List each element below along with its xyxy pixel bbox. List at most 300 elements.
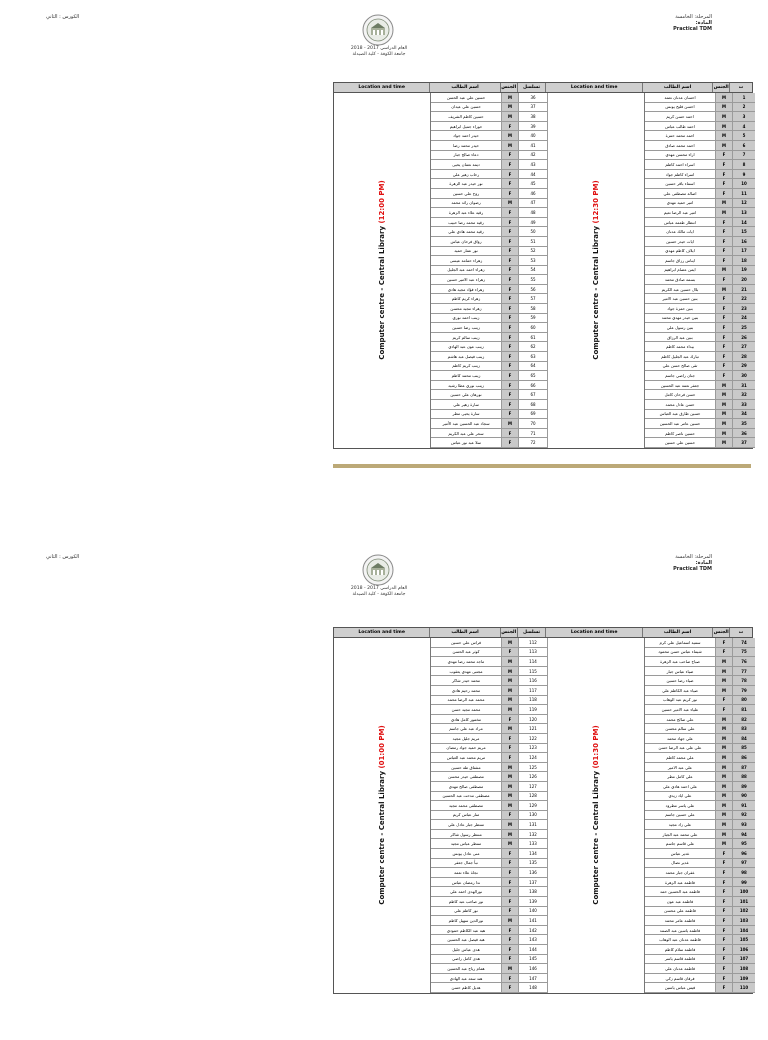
student-name: رحاب زهير علي [431,170,502,179]
student-name: غدير عباس [645,849,716,858]
student-name: حسن فرحان كامل [645,390,716,399]
gender-cell: F [716,907,733,916]
table-row [431,763,548,773]
table-row [645,112,755,122]
sequence-cell: 136 [519,868,548,877]
table-row [431,266,548,276]
number-cell: 31 [733,381,755,390]
table-row [431,830,548,840]
table-row [431,429,548,439]
number-cell: 26 [733,333,755,342]
gender-cell: F [716,314,733,323]
number-cell: 11 [733,189,755,198]
gender-cell: F [502,256,519,265]
number-cell: 87 [733,763,755,772]
student-name: مصطفى حيدر محسن [431,772,502,781]
gender-cell: M [716,429,733,438]
table-row [431,811,548,821]
gender-cell: M [502,839,519,848]
gender-cell: F [716,256,733,265]
sequence-cell: 131 [519,820,548,829]
number-cell: 93 [733,820,755,829]
gender-cell: F [502,811,519,820]
student-name: زينب سالم كريم [431,333,502,342]
table-row [645,830,755,840]
table-row [431,381,548,391]
sequence-cell: 142 [519,926,548,935]
gender-cell: F [502,868,519,877]
sequence-cell: 134 [519,849,548,858]
gender-cell: M [716,141,733,150]
gender-cell: F [502,266,519,275]
gender-cell: M [716,93,733,102]
student-name: هدى عباس جليل [431,945,502,954]
table-row [645,820,755,830]
table-row [431,772,548,782]
student-name: مصطفى مدحت عبد الحسين [431,792,502,801]
student-name: حسين طارق عبد العباس [645,410,716,419]
gender-cell: F [716,247,733,256]
sequence-cell: 68 [519,400,548,409]
number-cell: 20 [733,275,755,284]
student-name: فاطمة عدنان عبد الوهاب [645,935,716,944]
student-name: زينب رضا حسين [431,323,502,332]
student-name: منى عادل يونس [431,849,502,858]
student-name: همام رياح عبد الحسين [431,964,502,973]
gender-cell: M [716,285,733,294]
number-cell: 75 [733,648,755,657]
student-name: ضياء عباس جبار [645,667,716,676]
table-row [645,93,755,103]
student-name: نورالهدى احمد علي [431,887,502,896]
table-row [431,112,548,122]
number-cell: 86 [733,753,755,762]
student-name: ايات مالك عدنان [645,227,716,236]
student-name: مشتاق طه حسين [431,763,502,772]
gender-cell: F [502,151,519,160]
table-row [645,715,755,725]
gender-cell: F [502,333,519,342]
gender-cell: F [502,753,519,762]
student-name: ايمن عصام ابراهيم [645,266,716,275]
sequence-cell: 121 [519,724,548,733]
number-cell: 35 [733,419,755,428]
student-name: محمد حيدر شاكر [431,676,502,685]
gender-cell: M [502,638,519,647]
gender-cell: F [502,648,519,657]
sequence-cell: 126 [519,772,548,781]
gender-cell: F [716,983,733,992]
student-name: احمد حسن كريم [645,112,716,121]
sequence-cell: 123 [519,744,548,753]
table-row [645,122,755,132]
table-row [645,964,755,974]
number-cell: 12 [733,199,755,208]
student-name: هدى كامل راضي [431,955,502,964]
table-row [431,342,548,352]
student-name: رقية محمد رضا حبيب [431,218,502,227]
subject-text: المادة: Practical TDM [673,20,712,32]
time-text: (01:30 PM) [592,725,600,770]
student-name: حيدر محمد رضا [431,141,502,150]
student-name: نجاة علاء نعمة [431,868,502,877]
gender-cell: F [716,974,733,983]
sequence-cell: 139 [519,897,548,906]
table-row [431,438,548,448]
gender-cell: F [716,333,733,342]
gender-cell: F [502,410,519,419]
sequence-cell: 72 [519,438,548,447]
number-cell: 28 [733,352,755,361]
student-name: مجتبى مهدي يعقوب [431,667,502,676]
table-row [645,897,755,907]
table-row [645,342,755,352]
sequence-cell: 65 [519,371,548,380]
sequence-cell: 125 [519,763,548,772]
table-row [431,390,548,400]
col-location: Location and time [546,628,642,637]
student-name: زينب احمد نوري [431,314,502,323]
table-row [645,811,755,821]
table-row [645,218,755,228]
student-name: علياء عبد الامير حسين [645,705,716,714]
number-cell: 27 [733,342,755,351]
gender-cell: M [502,112,519,121]
gender-cell: F [716,227,733,236]
gender-cell: F [716,849,733,858]
student-name: هبة فيصل عبد الحسين [431,935,502,944]
student-name: احسان عدنان نعمة [645,93,716,102]
gender-cell: M [502,801,519,810]
gender-cell: F [502,438,519,447]
gender-cell: M [716,400,733,409]
gender-cell: M [716,839,733,848]
table-row [645,935,755,945]
table-row [645,189,755,199]
course-label: الكورس : الثاني [46,14,80,20]
sequence-cell: 115 [519,667,548,676]
gender-cell: M [716,208,733,217]
table-row [431,983,548,993]
table-row [645,916,755,926]
table-row [431,715,548,725]
student-name: مصطفى صالح مهدي [431,782,502,791]
gender-cell: F [502,294,519,303]
student-name: سلا عبد نور عباس [431,438,502,447]
student-name: جنان راضي جاسم [645,371,716,380]
right-rows [645,638,755,993]
page-footer-bar [333,464,751,468]
gender-cell: F [716,868,733,877]
table-row [431,868,548,878]
student-name: زهراء مجيد محسن [431,304,502,313]
gender-cell: M [502,964,519,973]
gender-cell: M [716,112,733,121]
student-name: غدير نضال [645,859,716,868]
number-cell: 9 [733,170,755,179]
gender-cell: M [716,676,733,685]
location-cell-right [548,638,645,993]
gender-cell: M [716,801,733,810]
gender-cell: F [502,897,519,906]
gender-cell: F [502,189,519,198]
gender-cell: M [502,199,519,208]
student-name: حيدر احمد جواد [431,131,502,140]
sequence-cell: 137 [519,878,548,887]
col-location: Location and time [546,83,642,92]
table-row [431,744,548,754]
table-row [431,122,548,132]
table-row [431,208,548,218]
student-name: صباح صاحب عبد الزهرة [645,657,716,666]
table-row [645,744,755,754]
number-cell: 6 [733,141,755,150]
student-name: اسراء كاظم جواد [645,170,716,179]
student-name: ماجد محمد رضا مهدي [431,657,502,666]
sequence-cell: 129 [519,801,548,810]
table-row [645,849,755,859]
gender-cell: M [502,657,519,666]
student-name: احمد محمد صادق [645,141,716,150]
gender-cell: M [716,724,733,733]
table-row [645,429,755,439]
student-name: سارة زهير علي [431,400,502,409]
number-cell: 110 [733,983,755,992]
number-cell: 99 [733,878,755,887]
number-cell: 101 [733,897,755,906]
gender-cell: F [716,218,733,227]
table-row [431,131,548,141]
table-row [645,352,755,362]
gender-cell: M [716,686,733,695]
student-name: مريم محمد عبد العباس [431,753,502,762]
gender-cell: F [502,400,519,409]
table-row [431,839,548,849]
table-row [645,314,755,324]
table-row [645,772,755,782]
table-row [645,887,755,897]
sequence-cell: 47 [519,199,548,208]
sequence-cell: 147 [519,974,548,983]
table-row [645,179,755,189]
sequence-cell: 38 [519,112,548,121]
number-cell: 10 [733,179,755,188]
student-name: زينب عون عبد الهادي [431,342,502,351]
table-row [431,955,548,965]
gender-cell: F [716,371,733,380]
location-text: Computer centre - Central Library [592,771,600,906]
student-name: انتظار طعمة عباس [645,218,716,227]
number-cell: 74 [733,638,755,647]
number-cell: 7 [733,151,755,160]
student-name: محمد عبد الرضا محمد [431,696,502,705]
gender-cell: F [716,294,733,303]
sequence-cell: 54 [519,266,548,275]
gender-cell: F [716,151,733,160]
number-cell: 34 [733,410,755,419]
student-name: زينب محمد كاظم [431,371,502,380]
student-name: نور كاظم علي [431,907,502,916]
table-row [431,887,548,897]
table-row [431,285,548,295]
student-name: بنين عبد الرزاق [645,333,716,342]
gender-cell: M [502,686,519,695]
number-cell: 13 [733,208,755,217]
number-cell: 109 [733,974,755,983]
student-name: علي احمد هادي علي [645,782,716,791]
sequence-cell: 40 [519,131,548,140]
number-cell: 24 [733,314,755,323]
number-cell: 30 [733,371,755,380]
year-block [350,46,408,57]
table-row [431,371,548,381]
student-name: احمد طالب عباس [645,122,716,131]
student-name: فاطمة علي محسن [645,907,716,916]
table-row [645,237,755,247]
gender-cell: M [716,792,733,801]
student-name: نور عمار حميد [431,247,502,256]
student-name: سحر علي عبد الكريم [431,429,502,438]
table-row [645,362,755,372]
student-name: مريم حميد جواد رمضان [431,744,502,753]
table-row [431,103,548,113]
student-name: زهراء عبد الامير حسين [431,275,502,284]
table-row [431,237,548,247]
schedule-table [333,82,753,449]
student-name: حسين علي عبد الحسن [431,93,502,102]
student-name: هديل كاظم حسن [431,983,502,992]
sequence-cell: 118 [519,696,548,705]
table-row [431,275,548,285]
gender-cell: M [716,131,733,140]
sequence-cell: 55 [519,275,548,284]
table-row [645,371,755,381]
gender-cell: M [502,916,519,925]
number-cell: 25 [733,323,755,332]
col-seq: تسلسل [518,628,547,637]
gender-cell: F [502,304,519,313]
gender-cell: F [502,935,519,944]
gender-cell: F [502,237,519,246]
student-name: منار عباس كريم [431,811,502,820]
table-row [431,782,548,792]
table-row [431,189,548,199]
student-name: رواق فرحان عباس [431,237,502,246]
table-row [645,753,755,763]
table-row [645,801,755,811]
student-name: علي زاد مجيد [645,820,716,829]
gender-cell: M [716,122,733,131]
student-name: نور حيدر عبد الزهرة [431,179,502,188]
student-name: ندا رمضان عباس [431,878,502,887]
gender-cell: F [502,887,519,896]
gender-cell: M [716,830,733,839]
table-row [645,792,755,802]
page-1 [0,0,768,500]
college-text: جامعة الكوفة - كلية الصيدلة [352,51,406,57]
number-cell: 104 [733,926,755,935]
gender-cell: F [502,362,519,371]
student-name: حسين عامر عبد الحسين [645,419,716,428]
student-name: جعفر نعمة عبد الحسين [645,381,716,390]
table-row [431,400,548,410]
sequence-cell: 127 [519,782,548,791]
gender-cell: F [502,285,519,294]
sequence-cell: 43 [519,160,548,169]
sequence-cell: 51 [519,237,548,246]
student-name: بنين حسين عبد الامير [645,294,716,303]
gender-cell: F [716,935,733,944]
year-block [350,586,408,597]
gender-cell: M [502,667,519,676]
gender-cell: M [502,724,519,733]
table-row [645,724,755,734]
gender-cell: M [716,744,733,753]
table-row [645,410,755,420]
table-row [431,753,548,763]
gender-cell: F [716,945,733,954]
table-row [645,266,755,276]
table-row [645,926,755,936]
table-row [645,208,755,218]
gender-cell: F [716,887,733,896]
number-cell: 103 [733,916,755,925]
sequence-cell: 148 [519,983,548,992]
table-row [431,916,548,926]
sequence-cell: 69 [519,410,548,419]
student-name: رضوان رائد محمد [431,199,502,208]
right-rows [645,93,755,448]
number-cell: 85 [733,744,755,753]
table-row [431,878,548,888]
col-name: اسم الطالب [643,628,714,637]
gender-cell: F [716,964,733,973]
gender-cell: F [716,648,733,657]
table-row [645,419,755,429]
col-gender: الجنس [501,630,517,635]
sequence-cell: 63 [519,352,548,361]
gender-cell: M [502,141,519,150]
gender-cell: F [502,974,519,983]
col-location: Location and time [334,628,430,637]
table-row [431,323,548,333]
sequence-cell: 49 [519,218,548,227]
student-name: حسن عادل محمد [645,400,716,409]
table-row [431,141,548,151]
stage-text: المرحلة: الخامسة [675,14,712,20]
number-cell: 98 [733,868,755,877]
time-text: (01:00 PM) [378,725,386,770]
table-row [645,275,755,285]
student-name: علي ياسر مطرود [645,801,716,810]
table-row [645,256,755,266]
table-row [431,734,548,744]
gender-cell: M [716,811,733,820]
number-cell: 83 [733,724,755,733]
table-row [431,801,548,811]
table-header [334,83,752,93]
gender-cell: M [502,763,519,772]
sequence-cell: 50 [519,227,548,236]
gender-cell: F [502,371,519,380]
sequence-cell: 114 [519,657,548,666]
gender-cell: F [502,955,519,964]
table-row [431,935,548,945]
table-row [431,199,548,209]
sequence-cell: 48 [519,208,548,217]
col-name: اسم الطالب [643,83,714,92]
student-name: سارة يحيى مطر [431,410,502,419]
